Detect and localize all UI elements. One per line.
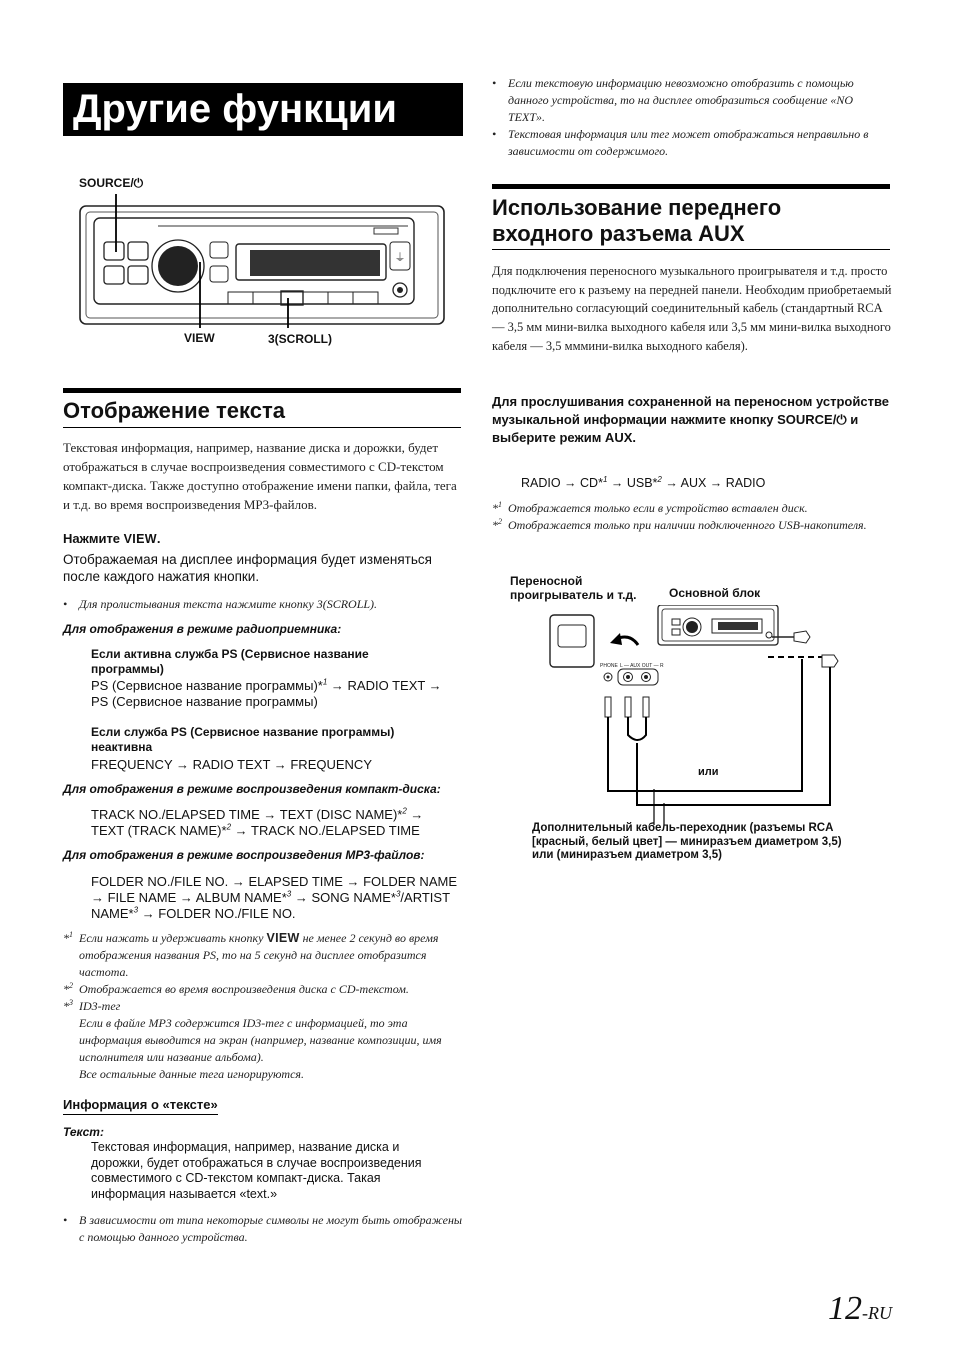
aux-sequence bbox=[521, 475, 765, 491]
sup-1: 1 bbox=[322, 677, 328, 687]
top-note-2-text: Текстовая информация или тег может отображаться неправильно в зависимости от содержимого. bbox=[508, 127, 869, 158]
press-suffix: . bbox=[156, 531, 161, 546]
cd-seq-2b: → TRACK NO./ELAPSED TIME bbox=[231, 823, 420, 838]
svg-text:⏚: ⏚ bbox=[394, 252, 406, 264]
aux-instruction-a: Для прослушивания сохраненной на переносном устройстве музыкальной информации нажмите кнопку bbox=[492, 394, 889, 427]
mp3-seq-2b: → SONG NAME* bbox=[291, 890, 396, 905]
top-note-1 bbox=[492, 75, 892, 126]
aux-fn1-marker: *$^1$ bbox=[492, 500, 502, 515]
info-heading: Информация о «тексте» bbox=[63, 1097, 218, 1115]
aux-footnotes bbox=[492, 500, 892, 534]
mp3-seq-3a: NAME* bbox=[91, 906, 134, 921]
view-button-label: VIEW bbox=[184, 331, 215, 345]
fn3-title: ID3-тег bbox=[79, 999, 121, 1013]
aux-fn2-num: 2 bbox=[498, 517, 502, 526]
head-unit-diagram bbox=[78, 190, 448, 330]
aux-heading-line1: Использование переднего bbox=[492, 195, 782, 220]
scroll-note-text: Для пролистывания текста нажмите кнопку 3(SCROLL). bbox=[79, 597, 378, 611]
bullet: • bbox=[63, 1213, 68, 1227]
aux-seq-3: → AUX → RADIO bbox=[661, 476, 766, 490]
portable-player-label bbox=[510, 574, 636, 602]
scroll-note bbox=[63, 596, 463, 613]
sup-2b: 2 bbox=[226, 822, 232, 832]
cd-heading: Для отображения в режиме воспроизведения компакт-диска: bbox=[63, 782, 441, 796]
mp3-seq-1: FOLDER NO./FILE NO. → ELAPSED TIME → FOLDER NAME bbox=[91, 874, 457, 889]
fn1-a: Если нажать и удерживать кнопку bbox=[79, 931, 267, 945]
top-note-1-text: Если текстовую информацию невозможно отобразить с помощью данного устройства, то на дисплее отобразиться сообщение «NO TEXT». bbox=[508, 76, 854, 124]
text-term: Текст: bbox=[63, 1125, 104, 1139]
bullet: • bbox=[492, 127, 497, 141]
aux-seq-2: → USB* bbox=[607, 476, 658, 490]
sup-3c: 3 bbox=[133, 905, 139, 915]
ps-active-title: Если активна служба PS (Сервисное название программы) bbox=[91, 647, 369, 676]
svg-text:L — AUX OUT — R: L — AUX OUT — R bbox=[620, 663, 664, 669]
scroll-button-label: 3(SCROLL) bbox=[268, 332, 332, 346]
aux-fn2-text: Отображается только при наличии подключенного USB-накопителя. bbox=[508, 518, 867, 532]
aux-instruction bbox=[492, 393, 892, 447]
press-prefix: Нажмите bbox=[63, 531, 124, 546]
sup-3: 3 bbox=[286, 889, 292, 899]
view-key: VIEW bbox=[123, 532, 157, 546]
fn3-num: 3 bbox=[69, 998, 73, 1007]
aux-fn1-text: Отображается только если в устройство вставлен диск. bbox=[508, 501, 808, 515]
page-number bbox=[828, 1290, 892, 1328]
fn3-body: Если в файле MP3 содержится ID3-тег с информацией, то эта информация выводится на экран (например, название композиции, имя исполнителя или название альбома). bbox=[79, 1016, 442, 1064]
sup-2: 2 bbox=[402, 806, 407, 816]
aux-instruction-b: /⏻ и выберите режим AUX. bbox=[492, 412, 859, 445]
text-display-intro: Текстовая информация, например, название диска и дорожки, будет отображаться в случае воспроизведения совместимого с CD-текстом компакт-диска. Также доступно отображение имени папки, файла, тега и т.д. во время воспроизведения MP3-файлов. bbox=[63, 440, 457, 512]
symbols-note-text: В зависимости от типа некоторые символы не могут быть отображены с помощью данного устройства. bbox=[79, 1213, 463, 1244]
mp3-seq-3b: → FOLDER NO./FILE NO. bbox=[138, 906, 296, 921]
svg-text:PHONE: PHONE bbox=[600, 663, 618, 669]
radio-heading: Для отображения в режиме радиоприемника: bbox=[63, 622, 342, 636]
cd-seq-1b: → bbox=[406, 807, 424, 822]
press-view-line bbox=[63, 531, 463, 547]
ps-seq-2: → RADIO TEXT → bbox=[327, 678, 442, 693]
source-key: SOURCE bbox=[777, 412, 833, 427]
bullet: • bbox=[492, 76, 497, 90]
main-unit-label: Основной блок bbox=[669, 586, 761, 600]
mp3-sequence bbox=[91, 874, 466, 922]
page-title: Другие функции bbox=[63, 83, 463, 136]
aux-connection-diagram bbox=[540, 605, 860, 825]
aux-heading-line2: входного разъема AUX bbox=[492, 221, 745, 246]
cable-caption: Дополнительный кабель-переходник (разъемы RCA [красный, белый цвет] — миниразъем диаметром 3,5) или (миниразъем диаметром 3,5) bbox=[532, 822, 842, 861]
fn1-num: 1 bbox=[69, 930, 73, 939]
page-number-value: 12 bbox=[828, 1290, 862, 1327]
top-notes bbox=[492, 75, 892, 160]
or-label: или bbox=[698, 766, 719, 778]
fn1-b: не менее 2 секунд во время отображения названия PS, то на 5 секунд на дисплее отобразится частота. bbox=[79, 931, 439, 979]
fn2-text: Отображается во время воспроизведения диска с CD-текстом. bbox=[79, 982, 409, 996]
fn1-marker: *$^1$ bbox=[63, 930, 73, 945]
fn2-num: 2 bbox=[69, 981, 73, 990]
sup-3b: 3 bbox=[395, 889, 401, 899]
text-definition: Текстовая информация, например, название диска и дорожки, будет отображаться в случае воспроизведения совместимого с CD-текстом компакт-диска. Такая информация называется «text.» bbox=[91, 1140, 422, 1201]
fn2-marker: *$^2$ bbox=[63, 981, 73, 996]
aux-intro: Для подключения переносного музыкального проигрывателя и т.д. просто подключите его к разъему на передней панели. Необходим приобретаемый дополнительно согласующий соединительный кабель (стандартный RCA — 3,5 мм мини-вилка выходного кабеля или 3,5 мм мини-вилка выходного кабеля — 3,5 мммини-вилка выходного кабеля). bbox=[492, 264, 892, 353]
ps-seq-1: PS (Сервисное название программы)* bbox=[91, 678, 323, 693]
fn1-text bbox=[79, 930, 463, 981]
mp3-seq-2a: → FILE NAME → ALBUM NAME* bbox=[91, 890, 287, 905]
mp3-heading: Для отображения в режиме воспроизведения MP3-файлов: bbox=[63, 848, 425, 862]
portable-player-icon bbox=[550, 615, 594, 667]
cd-sequence bbox=[91, 807, 461, 839]
aux-sup-1: 1 bbox=[602, 474, 608, 484]
cd-seq-1a: TRACK NO./ELAPSED TIME → TEXT (DISC NAME)* bbox=[91, 807, 403, 822]
symbols-note bbox=[63, 1212, 463, 1246]
aux-sup-2: 2 bbox=[657, 474, 662, 484]
fn3-marker: *$^3$ bbox=[63, 998, 73, 1013]
aux-fn1-num: 1 bbox=[498, 500, 502, 509]
footnote-1 bbox=[63, 930, 463, 1083]
ps-seq-3: PS (Сервисное название программы) bbox=[91, 694, 318, 709]
player-label-1: Переносной bbox=[510, 574, 583, 588]
press-view-desc: Отображаемая на дисплее информация будет изменяться после каждого нажатия кнопки. bbox=[63, 552, 432, 584]
player-label-2: проигрыватель и т.д. bbox=[510, 588, 637, 602]
mp3-seq-2c: /ARTIST bbox=[400, 890, 451, 905]
aux-seq-1: RADIO → CD* bbox=[521, 476, 603, 490]
aux-fn2-marker: *$^2$ bbox=[492, 517, 502, 532]
fn3-body2: Все остальные данные тега игнорируются. bbox=[79, 1067, 304, 1081]
fn1-key: VIEW bbox=[266, 931, 300, 945]
ps-inactive-title: Если служба PS (Сервисное название программы) неактивна bbox=[91, 725, 395, 754]
text-display-heading: Отображение текста bbox=[63, 388, 461, 428]
cd-seq-2a: TEXT (TRACK NAME)* bbox=[91, 823, 227, 838]
aux-heading bbox=[492, 184, 890, 250]
ps-inactive-sequence: FREQUENCY → RADIO TEXT → FREQUENCY bbox=[91, 757, 372, 772]
ps-active-sequence bbox=[91, 678, 461, 710]
bullet: • bbox=[63, 597, 68, 611]
page-number-suffix: -RU bbox=[862, 1303, 892, 1323]
top-note-2 bbox=[492, 126, 892, 160]
source-button-label: SOURCE/⏻ bbox=[79, 176, 144, 190]
